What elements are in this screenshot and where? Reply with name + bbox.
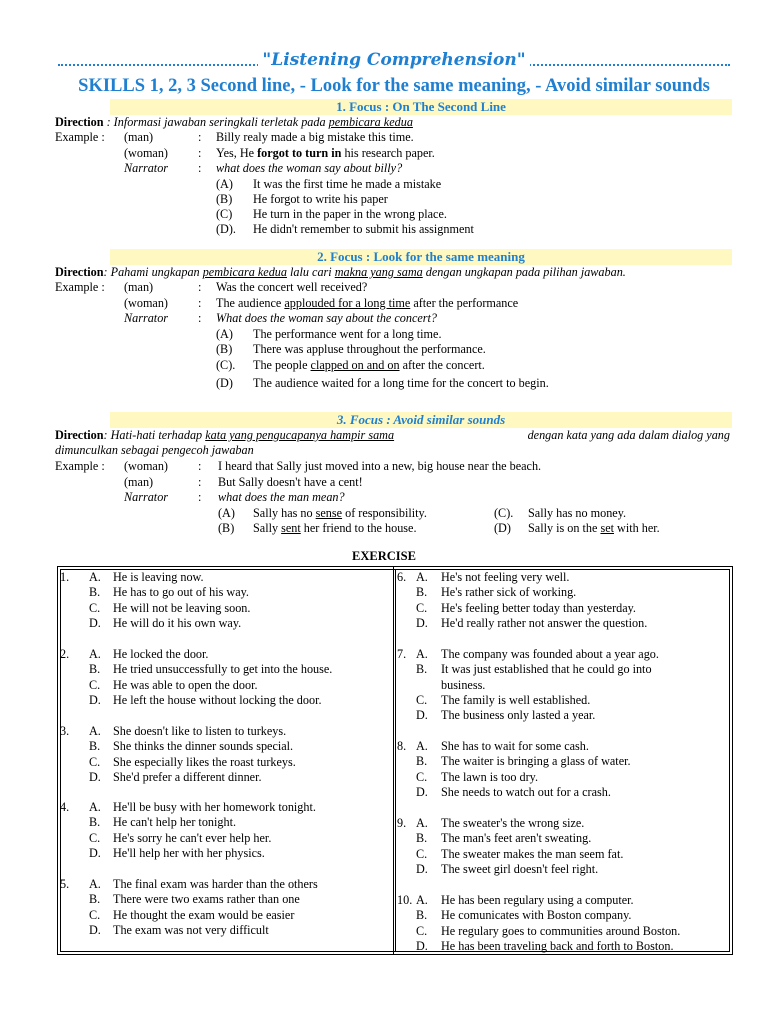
- option-text[interactable]: He has to go out of his way.: [113, 585, 249, 600]
- option-letter: B.: [89, 892, 101, 907]
- option-text[interactable]: He will not be leaving soon.: [113, 600, 251, 615]
- option-letter: B.: [89, 662, 101, 677]
- option-letter: D.: [416, 708, 428, 723]
- question-number: 1.: [60, 570, 70, 584]
- option-letter: B.: [89, 739, 101, 754]
- s2-colon-1: :: [198, 280, 202, 294]
- s2-option-d-letter: (D): [216, 376, 233, 390]
- option-letter: B.: [416, 585, 428, 600]
- s1-option-letter: (A): [216, 177, 233, 191]
- s2-colon-3: :: [198, 311, 202, 325]
- option-text[interactable]: He was able to open the door.: [113, 677, 258, 692]
- option-text[interactable]: He can't help her tonight.: [113, 815, 237, 830]
- option-letter: A.: [89, 724, 101, 738]
- question-number: 6.: [397, 570, 407, 584]
- question-number: 9.: [397, 816, 407, 830]
- option-letter: D.: [89, 769, 101, 784]
- s2-option-b-text: There was appluse throughout the performance.: [253, 342, 486, 356]
- option-letter: C.: [89, 907, 101, 922]
- s1-option-text: He forgot to write his paper: [253, 192, 388, 206]
- s3-line-3: what does the man mean?: [218, 490, 345, 504]
- skills-heading: SKILLS 1, 2, 3 Second line, - Look for the same meaning, - Avoid similar sounds: [78, 76, 710, 96]
- s1-colon-3: :: [198, 161, 202, 175]
- s3-option-b-letter: (B): [218, 521, 235, 535]
- option-letter: D.: [416, 784, 428, 799]
- option-text[interactable]: He's feeling better today than yesterday.: [441, 600, 636, 615]
- focus-2-banner: 2. Focus : Look for the same meaning: [110, 249, 732, 265]
- page-title: "Listening Comprehension": [58, 50, 730, 70]
- s2-line-1: Was the concert well received?: [216, 280, 368, 294]
- option-letter: C.: [89, 677, 101, 692]
- s1-speaker-2: (woman): [124, 146, 168, 160]
- option-text[interactable]: He'll be busy with her homework tonight.: [113, 800, 316, 814]
- option-text[interactable]: He has been traveling back and forth to Boston.: [441, 938, 674, 953]
- s1-speaker-3: Narrator: [124, 161, 169, 175]
- option-text[interactable]: She thinks the dinner sounds special.: [113, 739, 294, 754]
- option-text[interactable]: He comunicates with Boston company.: [441, 908, 632, 923]
- option-text[interactable]: He has been regulary using a computer.: [441, 893, 634, 907]
- s3-speaker-2: (man): [124, 475, 154, 489]
- question-number: 3.: [60, 724, 70, 738]
- option-letter: B.: [416, 754, 428, 769]
- option-text[interactable]: The waiter is bringing a glass of water.: [441, 754, 631, 769]
- question-number: 7.: [397, 647, 407, 661]
- s1-option-text: It was the first time he made a mistake: [253, 177, 442, 191]
- question-number: 2.: [60, 647, 70, 661]
- s3-line-1: I heard that Sally just moved into a new, big house near the beach.: [218, 459, 542, 473]
- option-letter: A.: [89, 800, 101, 814]
- option-text[interactable]: She needs to watch out for a crash.: [441, 784, 611, 799]
- option-text[interactable]: He locked the door.: [113, 647, 209, 661]
- option-text[interactable]: He regulary goes to communities around Boston.: [441, 923, 681, 938]
- option-letter: C.: [416, 923, 428, 938]
- s1-line-3: what does the woman say about billy?: [216, 161, 403, 175]
- option-letter: C.: [416, 692, 428, 707]
- s2-line-2: The audience applouded for a long time after the performance: [216, 296, 519, 310]
- option-text[interactable]: He is leaving now.: [113, 570, 204, 584]
- s1-colon-1: :: [198, 130, 202, 144]
- option-text[interactable]: The final exam was harder than the others: [113, 877, 318, 891]
- option-letter: A.: [416, 739, 428, 753]
- exercise-title: EXERCISE: [352, 549, 416, 563]
- option-letter: D.: [416, 615, 428, 630]
- option-text[interactable]: The family is well established.: [441, 692, 591, 707]
- question-number: 4.: [60, 800, 70, 814]
- s1-direction: Direction : Informasi jawaban seringkali terletak pada pembicara kedua: [55, 115, 413, 129]
- focus-3-banner: 3. Focus : Avoid similar sounds: [110, 412, 732, 428]
- s2-option-a-letter: (A): [216, 327, 233, 341]
- option-text[interactable]: The sweater's the wrong size.: [441, 816, 585, 830]
- s3-colon-3: :: [198, 490, 202, 504]
- option-text[interactable]: business.: [441, 677, 486, 692]
- option-letter: D.: [89, 615, 101, 630]
- option-letter: A.: [89, 877, 101, 891]
- option-letter: B.: [416, 831, 428, 846]
- s2-example-label: Example :: [55, 280, 105, 294]
- s3-option-b-text: Sally sent her friend to the house.: [253, 521, 417, 535]
- option-text[interactable]: He's rather sick of working.: [441, 585, 577, 600]
- option-text[interactable]: He thought the exam would be easier: [113, 907, 295, 922]
- option-text[interactable]: The company was founded about a year ago.: [441, 647, 659, 661]
- s2-speaker-1: (man): [124, 280, 154, 294]
- option-letter: D.: [89, 922, 101, 937]
- s2-line-3: What does the woman say about the concert?: [216, 311, 438, 325]
- s3-colon-2: :: [198, 475, 202, 489]
- option-letter: C.: [89, 754, 101, 769]
- s2-option-d-text: The audience waited for a long time for the concert to begin.: [253, 376, 549, 390]
- s2-speaker-3: Narrator: [124, 311, 169, 325]
- exercise-divider: [393, 567, 394, 954]
- s3-colon-1: :: [198, 459, 202, 473]
- s1-example-label: Example :: [55, 130, 105, 144]
- option-text[interactable]: The sweater makes the man seem fat.: [441, 846, 624, 861]
- option-letter: B.: [416, 908, 428, 923]
- option-letter: B.: [89, 815, 101, 830]
- option-letter: A.: [416, 647, 428, 661]
- s2-option-c-letter: (C).: [216, 358, 236, 372]
- s2-colon-2: :: [198, 296, 202, 310]
- option-text[interactable]: The exam was not very difficult: [113, 922, 269, 937]
- s3-option-c-letter: (C).: [494, 506, 514, 520]
- s1-colon-2: :: [198, 146, 202, 160]
- s1-option-letter: (C): [216, 207, 233, 221]
- option-letter: A.: [416, 570, 428, 584]
- option-text[interactable]: There were two exams rather than one: [113, 892, 300, 907]
- s1-option-text: He turn in the paper in the wrong place.: [253, 207, 447, 221]
- option-text[interactable]: He'd really rather not answer the question.: [441, 615, 648, 630]
- option-text[interactable]: He tried unsuccessfully to get into the house.: [113, 662, 333, 677]
- option-text[interactable]: She has to wait for some cash.: [441, 739, 589, 753]
- s3-direction: Direction: Hati-hati terhadap kata yang pengucapanya hampir sama dengan kata yang ada dalam dialog yang dimunculkan sebagai pengecoh jawaban: [55, 428, 730, 457]
- s2-option-a-text: The performance went for a long time.: [253, 327, 442, 341]
- focus-1-banner: 1. Focus : On The Second Line: [110, 99, 732, 115]
- option-letter: D.: [416, 938, 428, 953]
- s3-line-2: But Sally doesn't have a cent!: [218, 475, 363, 489]
- s2-direction: Direction: Pahami ungkapan pembicara kedua lalu cari makna yang sama dengan ungkapan pada pilihan jawaban.: [55, 265, 626, 279]
- option-letter: C.: [416, 846, 428, 861]
- option-letter: C.: [89, 600, 101, 615]
- s1-option-text: He didn't remember to submit his assignment: [253, 222, 474, 236]
- s3-speaker-3: Narrator: [124, 490, 169, 504]
- s1-option-letter: (B): [216, 192, 233, 206]
- s2-speaker-2: (woman): [124, 296, 168, 310]
- s2-option-b-letter: (B): [216, 342, 233, 356]
- s3-option-d-text: Sally is on the set with her.: [528, 521, 660, 535]
- option-text[interactable]: He's not feeling very well.: [441, 570, 570, 584]
- title-row: [58, 50, 730, 78]
- option-letter: A.: [89, 647, 101, 661]
- s1-line-2: Yes, He forgot to turn in his research paper.: [216, 146, 435, 160]
- option-letter: D.: [89, 692, 101, 707]
- s2-option-c-text: The people clapped on and on after the concert.: [253, 358, 485, 372]
- s3-option-c-text: Sally has no money.: [528, 506, 627, 520]
- option-text[interactable]: She especially likes the roast turkeys.: [113, 754, 296, 769]
- option-text[interactable]: The sweet girl doesn't feel right.: [441, 861, 599, 876]
- option-letter: D.: [89, 845, 101, 860]
- option-text[interactable]: The lawn is too dry.: [441, 769, 539, 784]
- option-letter: B.: [416, 662, 428, 677]
- option-letter: A.: [416, 893, 428, 907]
- option-text[interactable]: She doesn't like to listen to turkeys.: [113, 724, 287, 738]
- s3-option-d-letter: (D): [494, 521, 511, 535]
- exercise-divider-inner: [395, 569, 396, 952]
- option-text[interactable]: It was just established that he could go into: [441, 662, 652, 677]
- option-letter: A.: [416, 816, 428, 830]
- option-letter: A.: [89, 570, 101, 584]
- option-letter: B.: [89, 585, 101, 600]
- question-number: 5.: [60, 877, 70, 891]
- option-text[interactable]: She'd prefer a different dinner.: [113, 769, 262, 784]
- option-letter: D.: [416, 861, 428, 876]
- option-text[interactable]: He's sorry he can't ever help her.: [113, 830, 272, 845]
- option-text[interactable]: He'll help her with her physics.: [113, 845, 265, 860]
- option-text[interactable]: He left the house without locking the door.: [113, 692, 322, 707]
- option-text[interactable]: The man's feet aren't sweating.: [441, 831, 592, 846]
- s3-speaker-1: (woman): [124, 459, 168, 473]
- s1-line-1: Billy realy made a big mistake this time.: [216, 130, 414, 144]
- s3-example-label: Example :: [55, 459, 105, 473]
- option-text[interactable]: The business only lasted a year.: [441, 708, 596, 723]
- option-letter: C.: [416, 600, 428, 615]
- question-number: 8.: [397, 739, 407, 753]
- option-letter: C.: [416, 769, 428, 784]
- option-letter: C.: [89, 830, 101, 845]
- question-number: 10.: [397, 893, 413, 907]
- s1-speaker-1: (man): [124, 130, 154, 144]
- s3-option-a-text: Sally has no sense of responsibility.: [253, 506, 427, 520]
- s3-option-a-letter: (A): [218, 506, 235, 520]
- option-text[interactable]: He will do it his own way.: [113, 615, 242, 630]
- s1-option-letter: (D).: [216, 222, 236, 236]
